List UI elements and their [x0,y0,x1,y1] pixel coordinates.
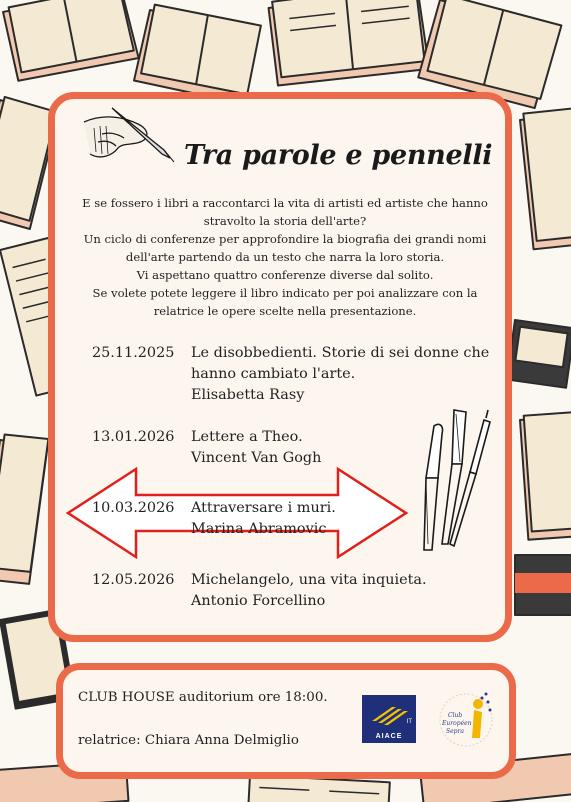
page-title: Tra parole e pennelli [184,140,493,171]
aiace-logo [362,695,416,743]
club-line2: Européen [442,720,472,727]
aiace-name: AIACE [375,733,403,740]
intro-paragraph [70,194,500,320]
event-date: 25.11.2025 [92,345,175,361]
speaker-text: relatrice: Chiara Anna Delmiglio [78,733,299,748]
book-icon [268,0,430,86]
book-icon [520,412,571,540]
intro-line: stravolto la storia dell'arte? [203,214,367,228]
book-icon [133,3,262,105]
event-author: Marina Abramovic [191,521,327,537]
event-date: 13.01.2026 [92,429,175,445]
book-icon [2,0,140,82]
event-title-line: Michelangelo, una vita inquieta. [191,572,427,588]
book-icon [507,320,571,388]
club-line3: Sepra [446,728,464,735]
aiace-sub: IT [406,719,412,725]
club-line1: Club [448,712,463,719]
event-author: Antonio Forcellino [191,593,326,609]
book-icon [519,108,571,250]
intro-line: E se fossero i libri a raccontarci la vita di artisti ed artiste che hanno [82,196,488,210]
intro-line: dell'arte partendo da un testo che narra la loro storia. [125,250,445,264]
event-title-line: Le disobbedienti. Storie di sei donne che [191,345,490,361]
intro-line: relatrice le opere scelte nella presentazione. [153,304,417,318]
event-title-line: Lettere a Theo. [191,429,303,445]
intro-line: Se volete potete leggere il libro indicato per poi analizzare con la [92,286,478,300]
event-author: Vincent Van Gogh [191,450,322,466]
intro-line: Un ciclo di conferenze per approfondire la biografia dei grandi nomi [83,232,487,246]
event-date: 12.05.2026 [92,572,175,588]
club-europeen-logo [436,690,496,748]
venue-text: CLUB HOUSE auditorium ore 18:00. [78,690,328,705]
intro-line: Vi aspettano quattro conferenze diverse dal solito. [136,268,434,282]
hand-writing-icon [82,104,176,164]
book-icon [0,434,48,585]
paintbrushes-icon [410,404,494,554]
event-author: Elisabetta Rasy [191,387,305,403]
event-date: 10.03.2026 [92,500,175,516]
event-title-line: Attraversare i muri. [191,500,336,516]
book-icon [515,555,571,615]
book-icon [248,775,390,802]
event-title-line: hanno cambiato l'arte. [191,366,356,382]
